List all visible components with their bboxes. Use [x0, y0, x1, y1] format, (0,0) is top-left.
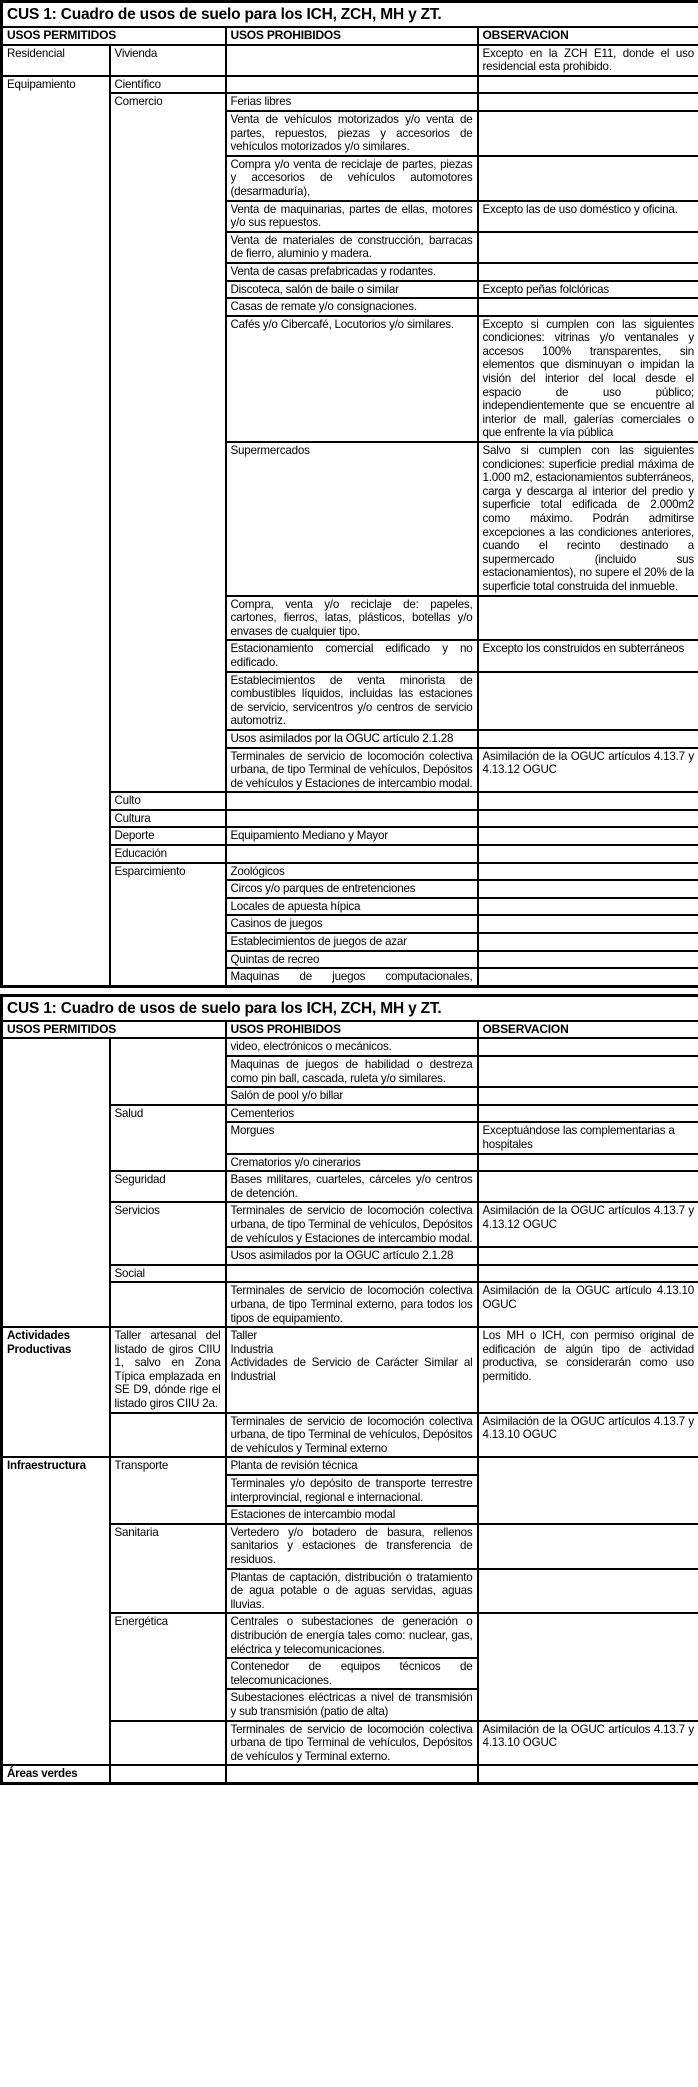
observation-cell [478, 1171, 698, 1202]
header-usos-permitidos: USOS PERMITIDOS [2, 27, 226, 45]
observation-cell [478, 1038, 698, 1056]
prohibited-cell: Terminales de servicio de locomoción colectiva urbana de tipo Terminal de vehículos, Depósitos de vehículos y Terminal externo. [226, 1721, 478, 1766]
prohibited-cell: Supermercados [226, 442, 478, 596]
prohibited-cell: Terminales y/o depósito de transporte terrestre interprovincial, regional e internacional. [226, 1475, 478, 1506]
prohibited-cell [226, 76, 478, 94]
observation-cell [478, 810, 698, 828]
header-usos-permitidos: USOS PERMITIDOS [2, 1021, 226, 1039]
prohibited-cell: video, electrónicos o mecánicos. [226, 1038, 478, 1056]
subcategory-sanitaria: Sanitaria [110, 1524, 226, 1614]
observation-cell [478, 76, 698, 94]
observation-cell [478, 672, 698, 730]
category-areas-verdes: Áreas verdes [2, 1765, 110, 1783]
prohibited-cell: Terminales de servicio de locomoción colectiva urbana, de tipo Terminal de vehículos, Depósitos de vehículos y Terminal externo [226, 1413, 478, 1458]
header-observacion: OBSERVACION [478, 27, 698, 45]
subcategory-comercio: Comercio [110, 93, 226, 792]
observation-cell [478, 880, 698, 898]
prohibited-cell: Establecimientos de venta minorista de combustibles líquidos, incluidas las estaciones de servicio, servicentros y/o centros de servicio automotriz. [226, 672, 478, 730]
table-row [2, 1038, 698, 1056]
header-observacion: OBSERVACION [478, 1021, 698, 1039]
observation-cell [478, 1247, 698, 1265]
observation-cell [478, 845, 698, 863]
subcategory-empty [110, 1721, 226, 1766]
subcategory-vivienda: Vivienda [110, 45, 226, 76]
table-row [2, 1457, 698, 1475]
prohibited-cell: Estaciones de intercambio modal [226, 1506, 478, 1524]
header-usos-prohibidos: USOS PROHIBIDOS [226, 27, 478, 45]
land-use-table-part-2 [0, 994, 698, 1785]
observation-cell: Excepto si cumplen con las siguientes condiciones: vitrinas y/o ventanales y accesos 100% transparentes, sin elementos que disminuyan o impidan la visión del interior del local desde el espacio de uso público; independientemente que se encuentre al interior de mall, galerías comerciales o que enfrente la vía pública [478, 316, 698, 442]
prohibited-cell [226, 810, 478, 828]
prohibited-cell: Planta de revisión técnica [226, 1457, 478, 1475]
prohibited-cell: Terminales de servicio de locomoción colectiva urbana, de tipo Terminal de vehículos, Depósitos de vehículos y Estaciones de intercambio modal. [226, 748, 478, 793]
observation-cell [478, 968, 698, 986]
prohibited-cell: Locales de apuesta hípica [226, 898, 478, 916]
prohibited-cell: Establecimientos de juegos de azar [226, 933, 478, 951]
observation-cell: Excepto los construidos en subterráneos [478, 640, 698, 671]
subcategory-energetica: Energética [110, 1613, 226, 1720]
prohibited-cell: Circos y/o parques de entretenciones [226, 880, 478, 898]
observation-cell [478, 263, 698, 281]
subcategory-seguridad: Seguridad [110, 1171, 226, 1202]
prohibited-cell: Contenedor de equipos técnicos de telecomunicaciones. [226, 1658, 478, 1689]
prohibited-cell [226, 1265, 478, 1283]
observation-cell [478, 596, 698, 641]
prohibited-cell: Estacionamiento comercial edificado y no edificado. [226, 640, 478, 671]
prohibited-industria: Industria [230, 1342, 274, 1356]
table-row [2, 45, 698, 76]
observation-cell [478, 156, 698, 201]
observation-cell [478, 827, 698, 845]
observation-cell [478, 93, 698, 111]
observation-cell [478, 730, 698, 748]
observation-cell [478, 1087, 698, 1105]
table-row [2, 1765, 698, 1783]
subcategory-deporte: Deporte [110, 827, 226, 845]
category-equipamiento-continued [2, 1038, 110, 1327]
table-row [2, 1327, 698, 1413]
prohibited-cell: Ferias libres [226, 93, 478, 111]
observation-cell: Salvo si cumplen con las siguientes condiciones: superficie predial máxima de 1.000 m2, estacionamientos subterráneos, carga y descarga al interior del predio y superficie total edificada de 2.000m2 como máximo. Podrán admitirse excepciones a las condiciones anteriores, cuando el recinto destinado a supermercado (incluido sus estacionamientos), no supere el 20% de la superficie total construida del inmueble. [478, 442, 698, 596]
prohibited-cell: Compra y/o venta de reciclaje de partes, piezas y accesorios de vehículos automotores (desarmaduría), [226, 156, 478, 201]
prohibited-cell: Subestaciones eléctricas a nivel de transmisión y sub transmisión (patio de alta) [226, 1689, 478, 1720]
observation-cell: Los MH o ICH, con permiso original de edificación de algún tipo de actividad productiva, se considerarán como uso permitido. [478, 1327, 698, 1413]
observation-cell: Asimilación de la OGUC artículos 4.13.7 y 4.13.12 OGUC [478, 1202, 698, 1247]
table-title-row [2, 995, 698, 1021]
prohibited-cell: Terminales de servicio de locomoción colectiva urbana, de tipo Terminal externo, para todos los tipos de equipamiento. [226, 1282, 478, 1327]
category-infraestructura: Infraestructura [2, 1457, 110, 1765]
prohibited-cell [226, 792, 478, 810]
observation-cell: Asimilación de la OGUC artículo 4.13.10 OGUC [478, 1282, 698, 1327]
prohibited-cell: Maquinas de juegos de habilidad o destreza como pin ball, cascada, ruleta y/o similares. [226, 1056, 478, 1087]
subcategory-cultura: Cultura [110, 810, 226, 828]
subcategory-esparcimiento-continued [110, 1038, 226, 1104]
observation-cell [478, 1154, 698, 1172]
prohibited-cell: Equipamiento Mediano y Mayor [226, 827, 478, 845]
header-usos-prohibidos: USOS PROHIBIDOS [226, 1021, 478, 1039]
prohibited-cell: Crematorios y/o cinerarios [226, 1154, 478, 1172]
observation-cell: Excepto peñas folclóricas [478, 281, 698, 299]
prohibited-cell: Vertedero y/o botadero de basura, rellenos sanitarios y estaciones de transferencia de residuos. [226, 1524, 478, 1569]
prohibited-cell: Salón de pool y/o billar [226, 1087, 478, 1105]
table-header-row [2, 1021, 698, 1039]
observation-cell: Asimilación de la OGUC artículos 4.13.7 y 4.13.12 OGUC [478, 748, 698, 793]
prohibited-cell [226, 45, 478, 76]
table-row [2, 76, 698, 94]
subcategory-taller-artesanal: Taller artesanal del listado de giros CIIU 1, salvo en Zona Típica emplazada en SE D9, dónde rige el listado giros CIIU 2a. [110, 1327, 226, 1413]
observation-cell [478, 1524, 698, 1569]
observation-cell [478, 1457, 698, 1523]
prohibited-cell: Venta de maquinarias, partes de ellas, motores y/o sus repuestos. [226, 201, 478, 232]
prohibited-cell: Casinos de juegos [226, 915, 478, 933]
subcategory-empty [110, 1413, 226, 1458]
observation-cell [478, 1569, 698, 1614]
observation-cell [478, 951, 698, 969]
table-title: CUS 1: Cuadro de usos de suelo para los ICH, ZCH, MH y ZT. [2, 995, 698, 1021]
prohibited-cell: Maquinas de juegos computacionales, [226, 968, 478, 986]
category-equipamiento: Equipamiento [2, 76, 110, 987]
observation-cell [478, 898, 698, 916]
table-header-row [2, 27, 698, 45]
subcategory-cientifico: Científico [110, 76, 226, 94]
subcategory-educacion: Educación [110, 845, 226, 863]
prohibited-cell: Venta de vehículos motorizados y/o venta de partes, repuestos, piezas y accesorios de vehículos motorizados y/o similares. [226, 111, 478, 156]
subcategory-culto: Culto [110, 792, 226, 810]
subcategory-servicios: Servicios [110, 1202, 226, 1264]
prohibited-cell: Centrales o subestaciones de generación o distribución de energía tales como: nuclear, gas, eléctrica y telecomunicaciones. [226, 1613, 478, 1658]
prohibited-cell: Zoológicos [226, 863, 478, 881]
subcategory-social: Social [110, 1265, 226, 1283]
prohibited-cell: Morgues [226, 1122, 478, 1153]
category-residencial: Residencial [2, 45, 110, 76]
prohibited-servicio-industrial: Actividades de Servicio de Carácter Similar al Industrial [230, 1356, 473, 1383]
observation-cell [478, 298, 698, 316]
observation-cell [478, 915, 698, 933]
prohibited-cell: Venta de casas prefabricadas y rodantes. [226, 263, 478, 281]
prohibited-cell: Quintas de recreo [226, 951, 478, 969]
category-actividades-productivas: Actividades Productivas [2, 1327, 110, 1457]
prohibited-taller: Taller [230, 1329, 258, 1343]
table-title-row [2, 2, 698, 28]
observation-cell [478, 1765, 698, 1783]
prohibited-cell: Compra, venta y/o reciclaje de: papeles, cartones, fierros, latas, plásticos, botellas y/o envases de cualquier tipo. [226, 596, 478, 641]
prohibited-cell [226, 1765, 478, 1783]
observation-cell [478, 111, 698, 156]
prohibited-cell: Discoteca, salón de baile o similar [226, 281, 478, 299]
observation-cell: Asimilación de la OGUC artículos 4.13.7 y 4.13.10 OGUC [478, 1413, 698, 1458]
prohibited-cell: Plantas de captación, distribución o tratamiento de agua potable o de aguas servidas, aguas lluvias. [226, 1569, 478, 1614]
prohibited-cell: Terminales de servicio de locomoción colectiva urbana, de tipo Terminal de vehículos, Depósitos de vehículos y Estaciones de intercambio modal. [226, 1202, 478, 1247]
observation-cell: Excepto en la ZCH E11, donde el uso residencial esta prohibido. [478, 45, 698, 76]
subcategory-esparcimiento: Esparcimiento [110, 863, 226, 987]
observation-cell [478, 933, 698, 951]
prohibited-cell: Venta de materiales de construcción, barracas de fierro, aluminio y madera. [226, 232, 478, 263]
observation-cell: Exceptuándose las complementarias a hospitales [478, 1122, 698, 1153]
prohibited-cell: Usos asimilados por la OGUC artículo 2.1.28 [226, 1247, 478, 1265]
observation-cell [478, 792, 698, 810]
prohibited-cell: Cementerios [226, 1105, 478, 1123]
observation-cell [478, 1056, 698, 1087]
prohibited-cell: Cafés y/o Cibercafé, Locutorios y/o similares. [226, 316, 478, 442]
table-title: CUS 1: Cuadro de usos de suelo para los ICH, ZCH, MH y ZT. [2, 2, 698, 28]
prohibited-cell: Usos asimilados por la OGUC artículo 2.1.28 [226, 730, 478, 748]
subcategory-empty [110, 1765, 226, 1783]
observation-cell: Excepto las de uso doméstico y oficina. [478, 201, 698, 232]
subcategory-empty [110, 1282, 226, 1327]
observation-cell [478, 1105, 698, 1123]
observation-cell [478, 232, 698, 263]
observation-cell [478, 863, 698, 881]
subcategory-transporte: Transporte [110, 1457, 226, 1523]
land-use-table-part-1 [0, 0, 698, 988]
prohibited-cell [226, 1327, 478, 1413]
subcategory-salud: Salud [110, 1105, 226, 1171]
prohibited-cell [226, 845, 478, 863]
observation-cell: Asimilación de la OGUC artículos 4.13.7 y 4.13.10 OGUC [478, 1721, 698, 1766]
prohibited-cell: Casas de remate y/o consignaciones. [226, 298, 478, 316]
observation-cell [478, 1265, 698, 1283]
prohibited-cell: Bases militares, cuarteles, cárceles y/o centros de detención. [226, 1171, 478, 1202]
observation-cell [478, 1613, 698, 1720]
